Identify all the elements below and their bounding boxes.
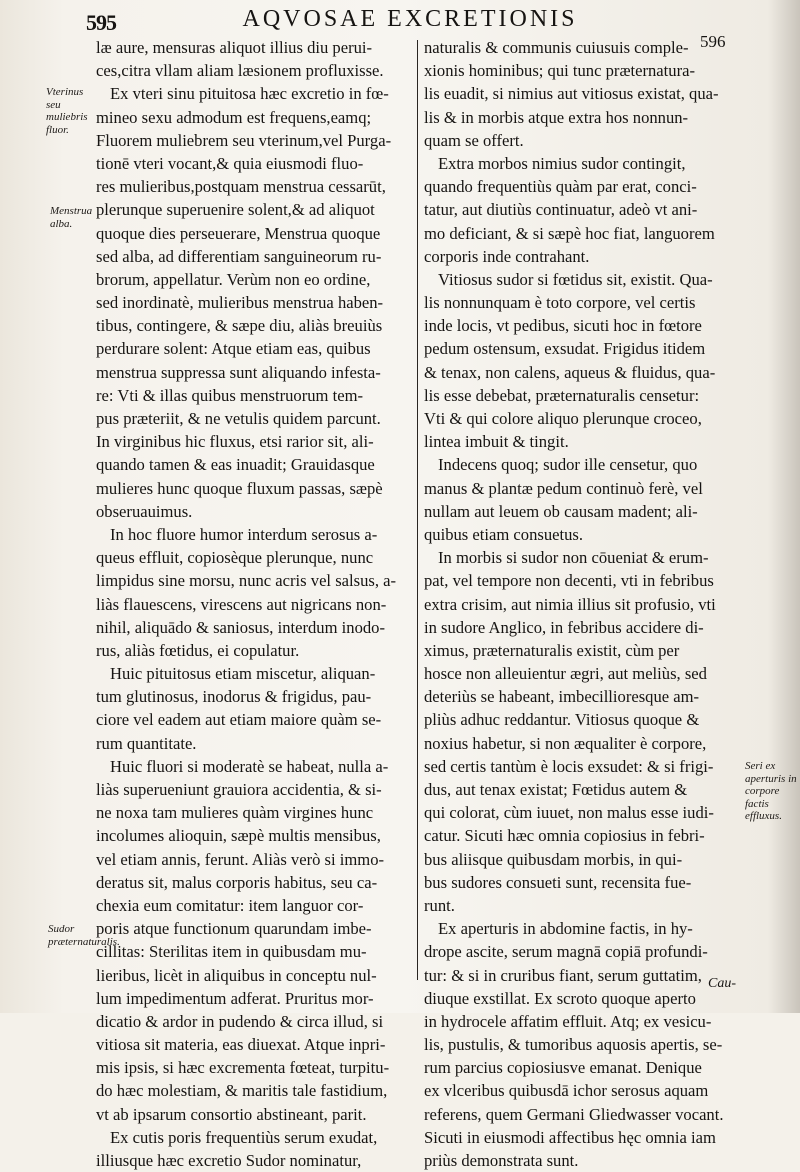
text-line: lis euadit, si nimius aut vitiosus existat, qua- xyxy=(424,84,719,104)
text-line: chexia eum comitatur: item languor cor- xyxy=(96,895,364,915)
text-line: in sudore Anglico, in febribus accidere di- xyxy=(424,617,704,637)
text-line: pedum ostensum, exsudat. Frigidus itidem xyxy=(424,339,706,359)
text-line: & tenax, non calens, aqueus & fluidus, qua- xyxy=(424,362,716,382)
text-line: bus sudores consueti sunt, recensita fue- xyxy=(424,872,692,892)
text-line: quam se offert. xyxy=(424,130,524,150)
text-line: brorum, appellatur. Verùm non eo ordine, xyxy=(96,269,371,289)
margin-note-sudor: Sudor præternaturalis. xyxy=(48,923,120,948)
text-line: mineo sexu admodum est frequens,eamq; xyxy=(96,107,372,127)
text-line: tibus, contingere, & sæpe diu, aliàs breuiùs xyxy=(96,316,383,336)
text-line: bus aliisque quibusdam morbis, in qui- xyxy=(424,849,683,869)
text-line: drope ascite, serum magnā copiā profundi- xyxy=(424,942,708,962)
text-line: vitiosa sit materia, eas diuexat. Atque inpri- xyxy=(96,1035,386,1055)
text-line: ciore vel eadem aut etiam maiore quàm se- xyxy=(96,710,382,730)
text-line: Vti & qui colore aliquo plerunque croceo, xyxy=(424,409,702,428)
text-line: illiusque hæc excretio Sudor nominatur, xyxy=(96,1151,362,1170)
text-line: queus effluit, copiosèque plerunque, nunc xyxy=(96,548,374,568)
column-divider xyxy=(417,40,418,980)
running-title: AQVOSAE EXCRETIONIS xyxy=(242,6,578,32)
text-line: xionis hominibus; qui tunc præternatura- xyxy=(424,61,695,81)
page-number-left: 595 xyxy=(86,10,116,35)
margin-note-fluor: Vterinus seu muliebris fluor. xyxy=(46,86,88,136)
text-line: poris atque functionum quarundam imbe- xyxy=(96,919,372,939)
text-line: lis, pustulis, & tumoribus aquosis apertis, se- xyxy=(424,1035,723,1055)
text-line: liàs superueniunt grauiora accidentia, & si- xyxy=(96,780,382,799)
text-line: rum parcius copiosiusve emanat. Denique xyxy=(424,1058,702,1078)
text-line: dicatio & ardor in pudendo & circa illud, si xyxy=(96,1011,384,1031)
text-line: lieribus, licèt in aliquibus in conceptu nul- xyxy=(96,965,377,985)
text-line: inde locis, vt pedibus, sicuti hoc in fœtore xyxy=(424,316,702,336)
text-line: obseruauimus. xyxy=(96,501,193,521)
text-line: runt. xyxy=(424,895,455,915)
text-line: quoque dies perseuerare, Menstrua quoque xyxy=(96,223,381,243)
text-line: ne noxa tam mulieres quàm virgines hunc xyxy=(96,803,374,823)
text-line: Indecens quoq; sudor ille censetur, quo xyxy=(438,455,698,475)
text-line: lintea imbuit & tingit. xyxy=(424,432,569,452)
text-line: lis & in morbis atque extra hos nonnun- xyxy=(424,107,689,127)
text-line: ces,citra vllam aliam læsionem profluxisse. xyxy=(96,61,384,81)
text-line: sed inordinatè, mulieribus menstrua haben- xyxy=(96,293,384,313)
text-line: referens, quem Germani Gliedwasser vocant. xyxy=(424,1104,724,1124)
catchword: Cau- xyxy=(708,976,736,991)
text-line: mis ipsis, si hæc excrementa fœteat, turpitu- xyxy=(96,1058,390,1078)
text-line: deratus sit, malus corporis habitus, seu ca- xyxy=(96,872,378,892)
text-line: lum impedimentum adferat. Pruritus mor- xyxy=(96,988,374,1008)
text-line: quando frequentiùs quàm par erat, conci- xyxy=(424,177,697,197)
text-line: priùs demonstrata sunt. xyxy=(424,1151,579,1170)
text-line: nullam aut leuem ob causam madent; ali- xyxy=(424,501,698,521)
text-line: liàs flauescens, virescens aut nigricans non- xyxy=(96,594,387,614)
text-line: Vitiosus sudor si fœtidus sit, existit. Qua- xyxy=(438,269,713,289)
text-line: vel etiam annis, ferunt. Aliàs verò si immo- xyxy=(96,849,385,869)
text-line: qui colorat, cùm iuuet, non malus esse iudi- xyxy=(424,803,714,823)
text-line: tum glutinosus, inodorus & frigidus, pau- xyxy=(96,687,372,707)
text-line: ximus, præternaturalis existit, cùm per xyxy=(424,640,680,660)
text-line: pus præteriit, & ne vetulis quidem parcunt. xyxy=(96,409,381,428)
text-line: lis nonnunquam è toto corpore, vel certis xyxy=(424,293,696,313)
text-line: corporis inde contrahant. xyxy=(424,246,590,266)
text-line: tur: & si in cruribus fiant, serum guttatim, xyxy=(424,965,702,985)
text-line: noxius habetur, si non æqualiter è corpore, xyxy=(424,733,707,753)
text-line: catur. Sicuti hæc omnia copiosius in febri- xyxy=(424,826,705,846)
text-line: pat, vel tempore non decenti, vti in febribus xyxy=(424,571,714,591)
text-line: sed alba, ad differentiam sanguineorum ru- xyxy=(96,246,382,266)
right-text-column xyxy=(424,36,744,1172)
margin-note-seri: Seri ex aperturis in corpore factis effluxus. xyxy=(745,760,797,822)
text-line: do hæc molestiam, & maritis tale fastidium, xyxy=(96,1081,388,1101)
text-line: In hoc fluore humor interdum serosus a- xyxy=(110,524,378,544)
text-line: Extra morbos nimius sudor contingit, xyxy=(438,153,686,173)
text-line: quando tamen & eas inuadit; Grauidasque xyxy=(96,455,375,475)
text-line: sed certis tantùm è locis exsudet: & si frigi- xyxy=(424,756,714,776)
text-line: Ex vteri sinu pituitosa hæc excretio in fœ- xyxy=(110,84,389,104)
text-line: Huic pituitosus etiam miscetur, aliquan- xyxy=(110,664,376,684)
text-line: tatur, aut diutiùs continuatur, adeò vt ani- xyxy=(424,200,698,220)
text-line: ex vlceribus quibusdā ichor serosus aquam xyxy=(424,1081,709,1101)
text-line: rum quantitate. xyxy=(96,733,197,753)
text-line: vt ab ipsarum consortio abstineant, parit. xyxy=(96,1104,367,1124)
text-line: tionē vteri vocant,& quia eiusmodi fluo- xyxy=(96,153,364,173)
text-line: quibus etiam consuetus. xyxy=(424,524,584,544)
text-line: naturalis & communis cuiusuis comple- xyxy=(424,38,689,57)
text-line: Fluorem muliebrem seu vterinum,vel Purga- xyxy=(96,130,392,150)
text-line: plerunque superuenire solent,& ad aliquot xyxy=(96,200,375,220)
text-line: mulieres hunc quoque fluxum passas, sæpè xyxy=(96,478,383,498)
text-line: Sicuti in eiusmodi affectibus hęc omnia iam xyxy=(424,1127,716,1147)
text-line: nihil, aliquādo & saniosus, interdum inodo- xyxy=(96,617,385,637)
text-line: lis esse debebat, præternaturalis censetur: xyxy=(424,385,700,405)
text-line: Ex cutis poris frequentiùs serum exudat, xyxy=(110,1127,378,1147)
text-line: Ex aperturis in abdomine factis, in hy- xyxy=(438,919,693,939)
text-line: læ aure, mensuras aliquot illius diu perui- xyxy=(96,38,373,57)
text-line: dus, aut tenax existat; Fœtidus autem & xyxy=(424,780,688,799)
text-line: manus & plantæ pedum continuò ferè, vel xyxy=(424,478,703,498)
text-line: in hydrocele affatim effluit. Atq; ex vesicu- xyxy=(424,1011,712,1031)
text-line: cillitas: Sterilitas item in quibusdam mu- xyxy=(96,942,367,962)
text-line: deteriùs se habeant, imbecillioresque am- xyxy=(424,687,700,707)
text-line: hosce non alleuientur ægri, aut meliùs, sed xyxy=(424,664,707,684)
text-line: pliùs adhuc reddantur. Vitiosus quoque & xyxy=(424,710,700,730)
left-text-column xyxy=(96,36,418,1172)
text-line: rus, aliàs fœtidus, ei copulatur. xyxy=(96,640,300,660)
text-line: limpidus sine morsu, nunc acris vel salsus, a- xyxy=(96,571,397,591)
page-number-right: 596 xyxy=(700,32,726,51)
text-line: re: Vti & illas quibus menstruorum tem- xyxy=(96,385,364,405)
margin-note-menstrua: Menstrua alba. xyxy=(50,205,93,230)
text-line: perdurare solent: Atque etiam eas, quibus xyxy=(96,339,371,359)
text-line: In virginibus hic fluxus, etsi rarior sit, ali- xyxy=(96,432,374,452)
text-line: extra crisim, aut nimia illius sit profusio, vti xyxy=(424,594,716,614)
text-line: menstrua suppressa sunt aliquando infesta- xyxy=(96,362,381,382)
text-line: In morbis si sudor non cōueniat & erum- xyxy=(438,548,709,568)
text-line: incolumes alioquin, sæpè multis mensibus, xyxy=(96,826,381,846)
text-line: Huic fluori si moderatè se habeat, nulla a- xyxy=(110,756,389,776)
text-line: diuque exstillat. Ex scroto quoque aperto xyxy=(424,988,696,1008)
text-line: res mulieribus,postquam menstrua cessarūt, xyxy=(96,177,386,197)
text-line: mo deficiant, & si sæpè hoc fiat, languorem xyxy=(424,223,715,243)
